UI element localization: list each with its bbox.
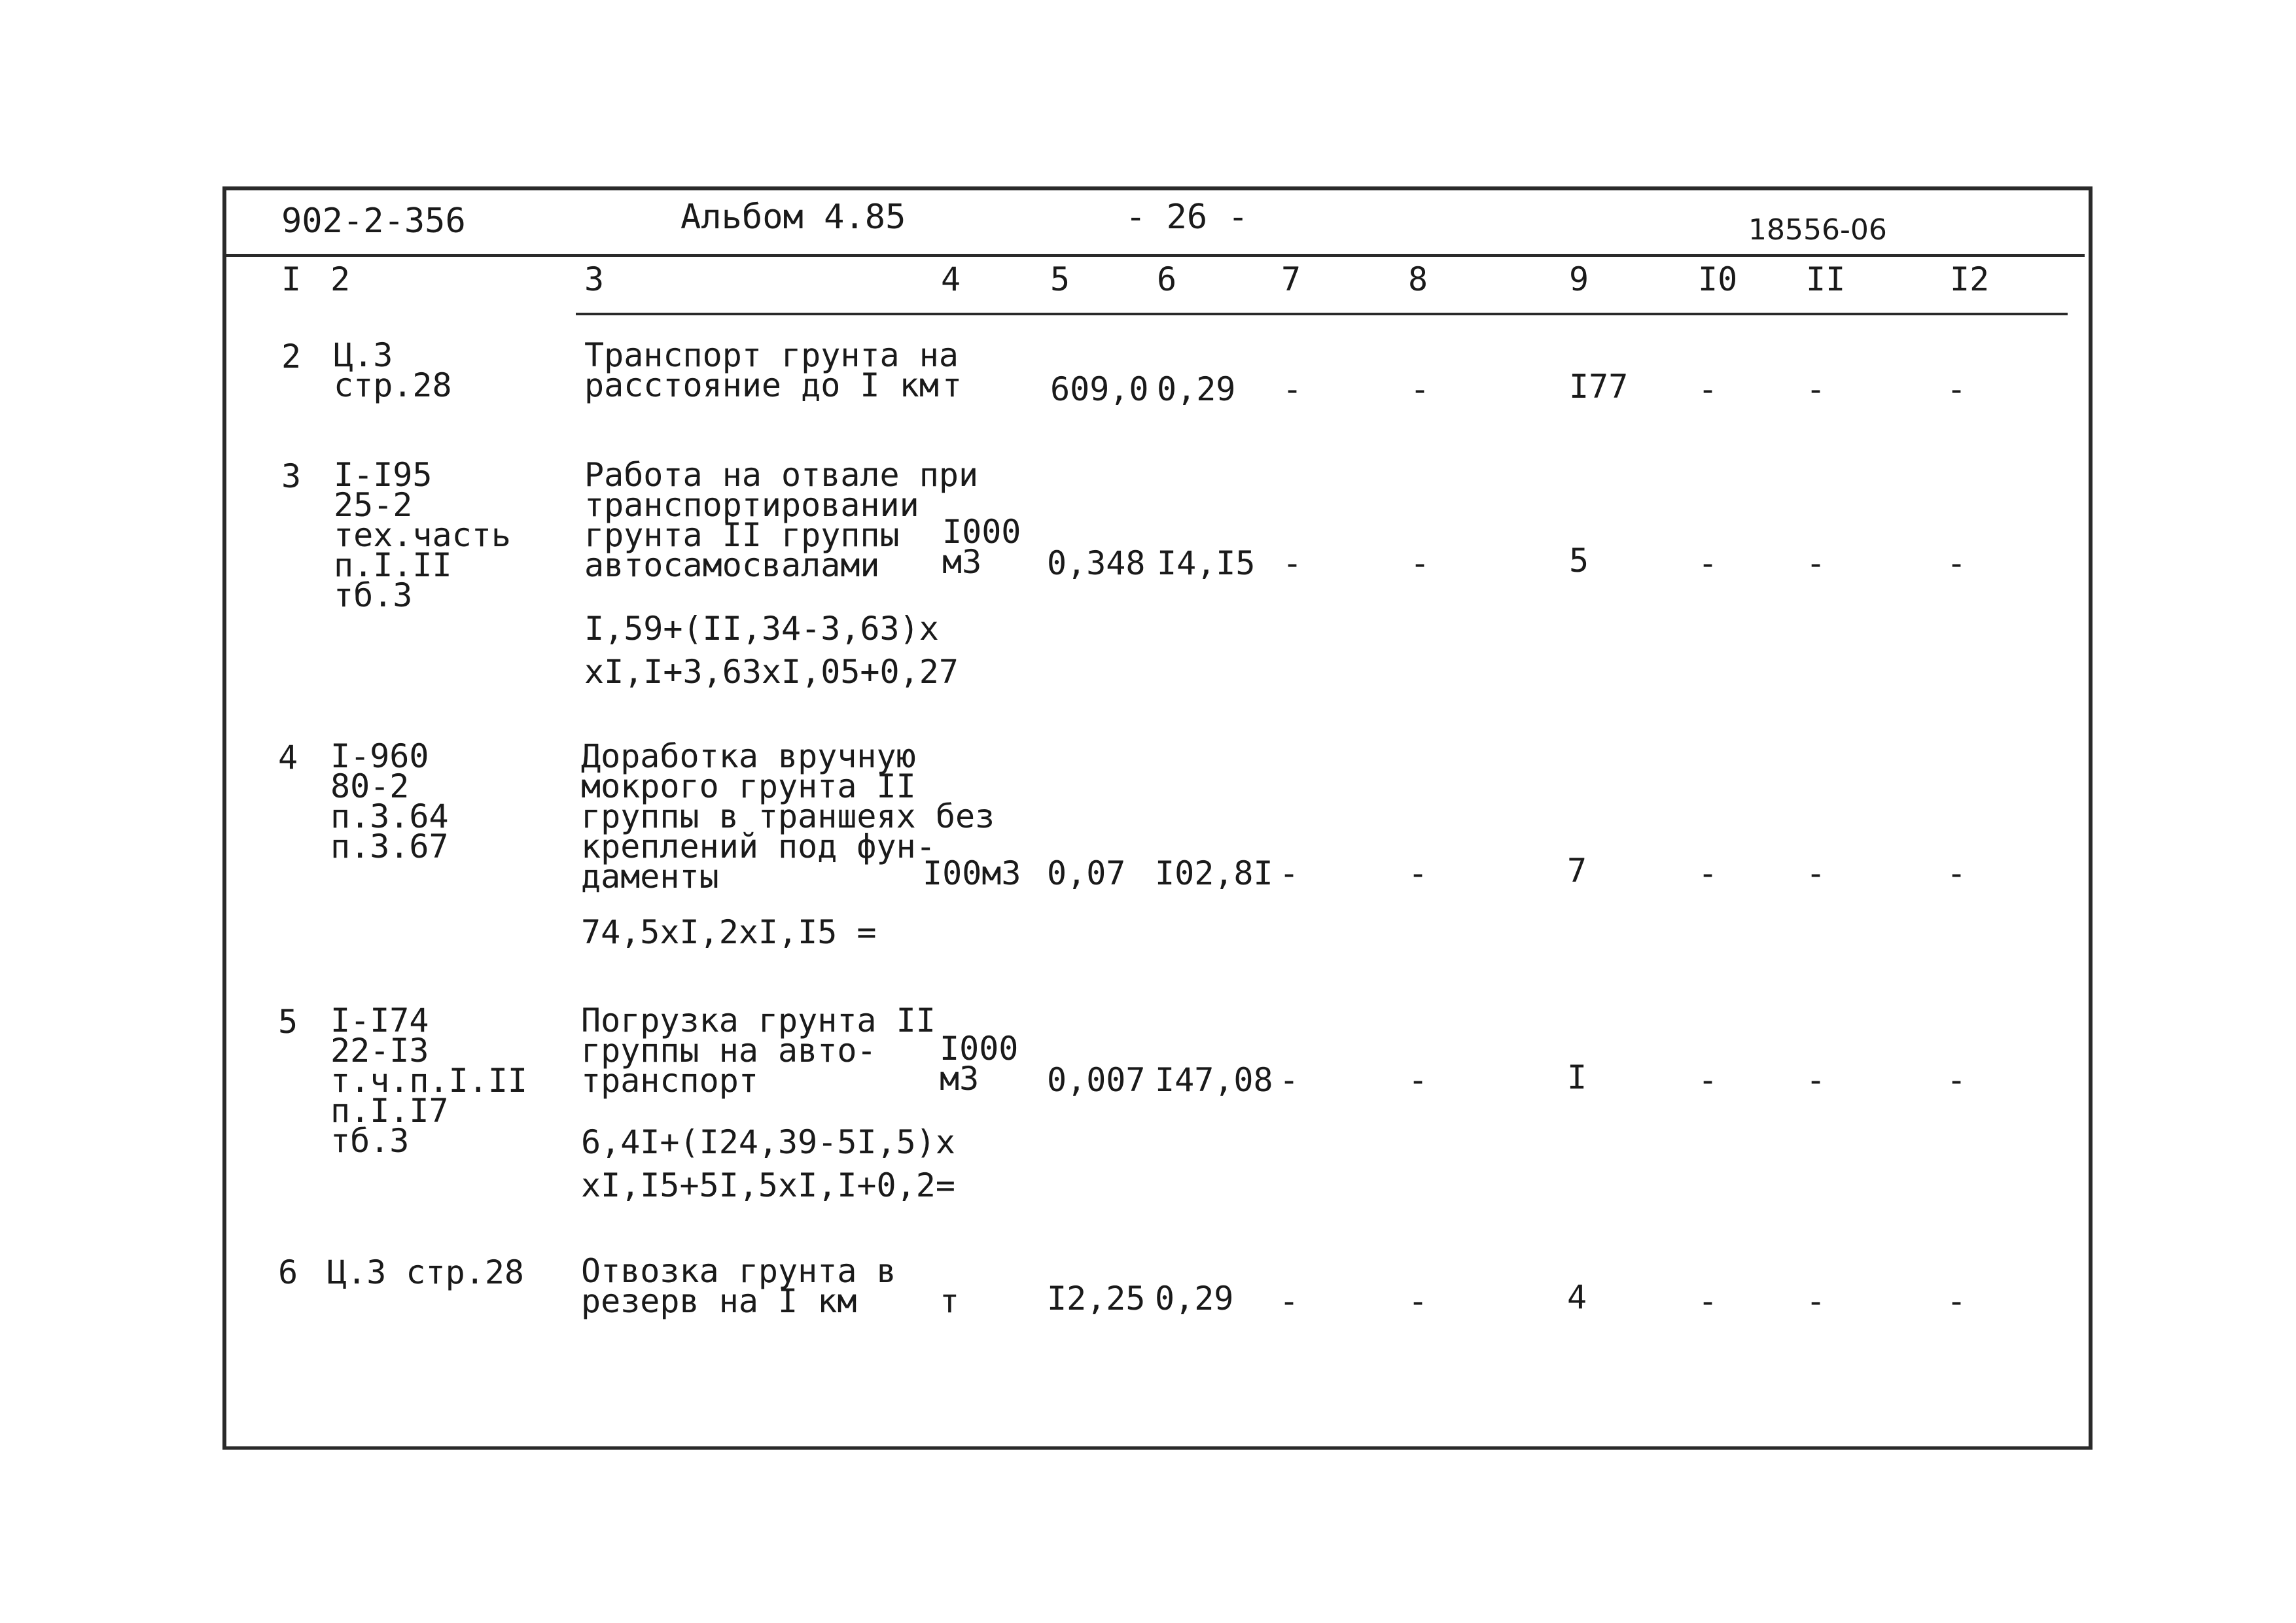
row-unit: I00м3: [923, 854, 1021, 892]
col-header-9: 9: [1569, 260, 1589, 298]
column-header-divider: [576, 313, 2068, 315]
doc-code: 902-2-356: [281, 201, 466, 241]
row-description: Отвозка грунта в резерв на I км: [581, 1252, 896, 1320]
row-price: I4,I5: [1157, 544, 1256, 582]
row-unit: I000 м3: [942, 513, 1021, 581]
row-quantity: 0,348: [1047, 544, 1146, 582]
row-total: 7: [1567, 852, 1587, 890]
row-number: 2: [281, 338, 302, 375]
row-col7: -: [1282, 370, 1303, 408]
row-quantity: 609,0: [1050, 370, 1149, 408]
row-col7: -: [1279, 854, 1299, 892]
col-header-8: 8: [1408, 260, 1428, 298]
row-reference: I-I74 22-I3 т.ч.п.I.II п.I.I7 тб.3: [330, 1002, 528, 1160]
row-description: Погрузка грунта II группы на авто- транспорт: [581, 1002, 936, 1100]
row-price: 0,29: [1157, 370, 1236, 408]
row-description: Доработка вручную мокрого грунта II группы в траншеях без креплений под фун- даменты: [581, 737, 995, 896]
col-header-2: 2: [330, 260, 351, 298]
col-header-3: 3: [584, 260, 605, 298]
col-header-7: 7: [1281, 260, 1301, 298]
row-quantity: 0,07: [1047, 854, 1126, 892]
row-col12: -: [1947, 544, 1967, 582]
row-unit: т: [940, 1282, 960, 1320]
row-reference: Ц.3 стр.28: [334, 336, 452, 404]
row-col10: -: [1698, 854, 1718, 892]
row-col7: -: [1279, 1282, 1299, 1320]
row-price: 0,29: [1155, 1280, 1234, 1318]
row-col11: -: [1806, 544, 1826, 582]
row-total: I77: [1569, 368, 1629, 406]
row-col7: -: [1279, 1061, 1299, 1099]
row-price: I47,08: [1155, 1061, 1273, 1099]
row-description: Транспорт грунта на расстояние до I км: [584, 336, 959, 404]
row-col8: -: [1408, 854, 1428, 892]
row-formula: I,59+(II,34-3,63)x xI,I+3,63xI,05+0,27: [584, 610, 959, 691]
row-quantity: 0,007: [1047, 1061, 1146, 1099]
row-col10: -: [1698, 544, 1718, 582]
row-col7: -: [1282, 544, 1303, 582]
row-number: 4: [278, 739, 298, 777]
row-col11: -: [1806, 854, 1826, 892]
row-price: I02,8I: [1155, 854, 1273, 892]
row-number: 6: [278, 1253, 298, 1291]
row-col8: -: [1410, 544, 1430, 582]
row-formula: 74,5xI,2xI,I5 =: [581, 913, 877, 951]
row-formula: 6,4I+(I24,39-5I,5)x xI,I5+5I,5xI,I+0,2=: [581, 1123, 955, 1204]
row-total: 5: [1569, 542, 1589, 580]
album-label: Альбом 4.85: [680, 198, 906, 237]
row-unit: т: [942, 366, 963, 404]
row-col11: -: [1806, 1282, 1826, 1320]
col-header-1: I: [281, 260, 302, 298]
row-number: 5: [278, 1003, 298, 1041]
col-header-6: 6: [1157, 260, 1177, 298]
row-col10: -: [1698, 1061, 1718, 1099]
row-col8: -: [1408, 1061, 1428, 1099]
row-col10: -: [1698, 1282, 1718, 1320]
archive-stamp: 18556-06: [1748, 213, 1887, 247]
row-total: 4: [1567, 1278, 1587, 1316]
row-reference: I-960 80-2 п.3.64 п.3.67: [330, 737, 449, 865]
row-col12: -: [1947, 1282, 1967, 1320]
row-unit: I000 м3: [940, 1030, 1019, 1098]
row-reference: I-I95 25-2 тех.часть п.I.II тб.3: [334, 456, 511, 614]
col-header-11: II: [1806, 260, 1846, 298]
col-header-12: I2: [1950, 260, 1990, 298]
header-divider: [226, 254, 2085, 257]
row-number: 3: [281, 457, 302, 495]
row-col11: -: [1806, 370, 1826, 408]
row-total: I: [1567, 1058, 1587, 1096]
row-col8: -: [1408, 1282, 1428, 1320]
row-col10: -: [1698, 370, 1718, 408]
row-col11: -: [1806, 1061, 1826, 1099]
row-col12: -: [1947, 854, 1967, 892]
col-header-10: I0: [1698, 260, 1738, 298]
row-col8: -: [1410, 370, 1430, 408]
row-col12: -: [1947, 370, 1967, 408]
row-reference: Ц.3 стр.28: [327, 1253, 525, 1291]
row-col12: -: [1947, 1061, 1967, 1099]
col-header-4: 4: [941, 260, 961, 298]
row-description: Работа на отвале при транспортировании грунта II группы автосамосвалами: [584, 456, 979, 584]
col-header-5: 5: [1050, 260, 1070, 298]
row-quantity: I2,25: [1047, 1280, 1146, 1318]
page-number: - 26 -: [1125, 198, 1248, 237]
